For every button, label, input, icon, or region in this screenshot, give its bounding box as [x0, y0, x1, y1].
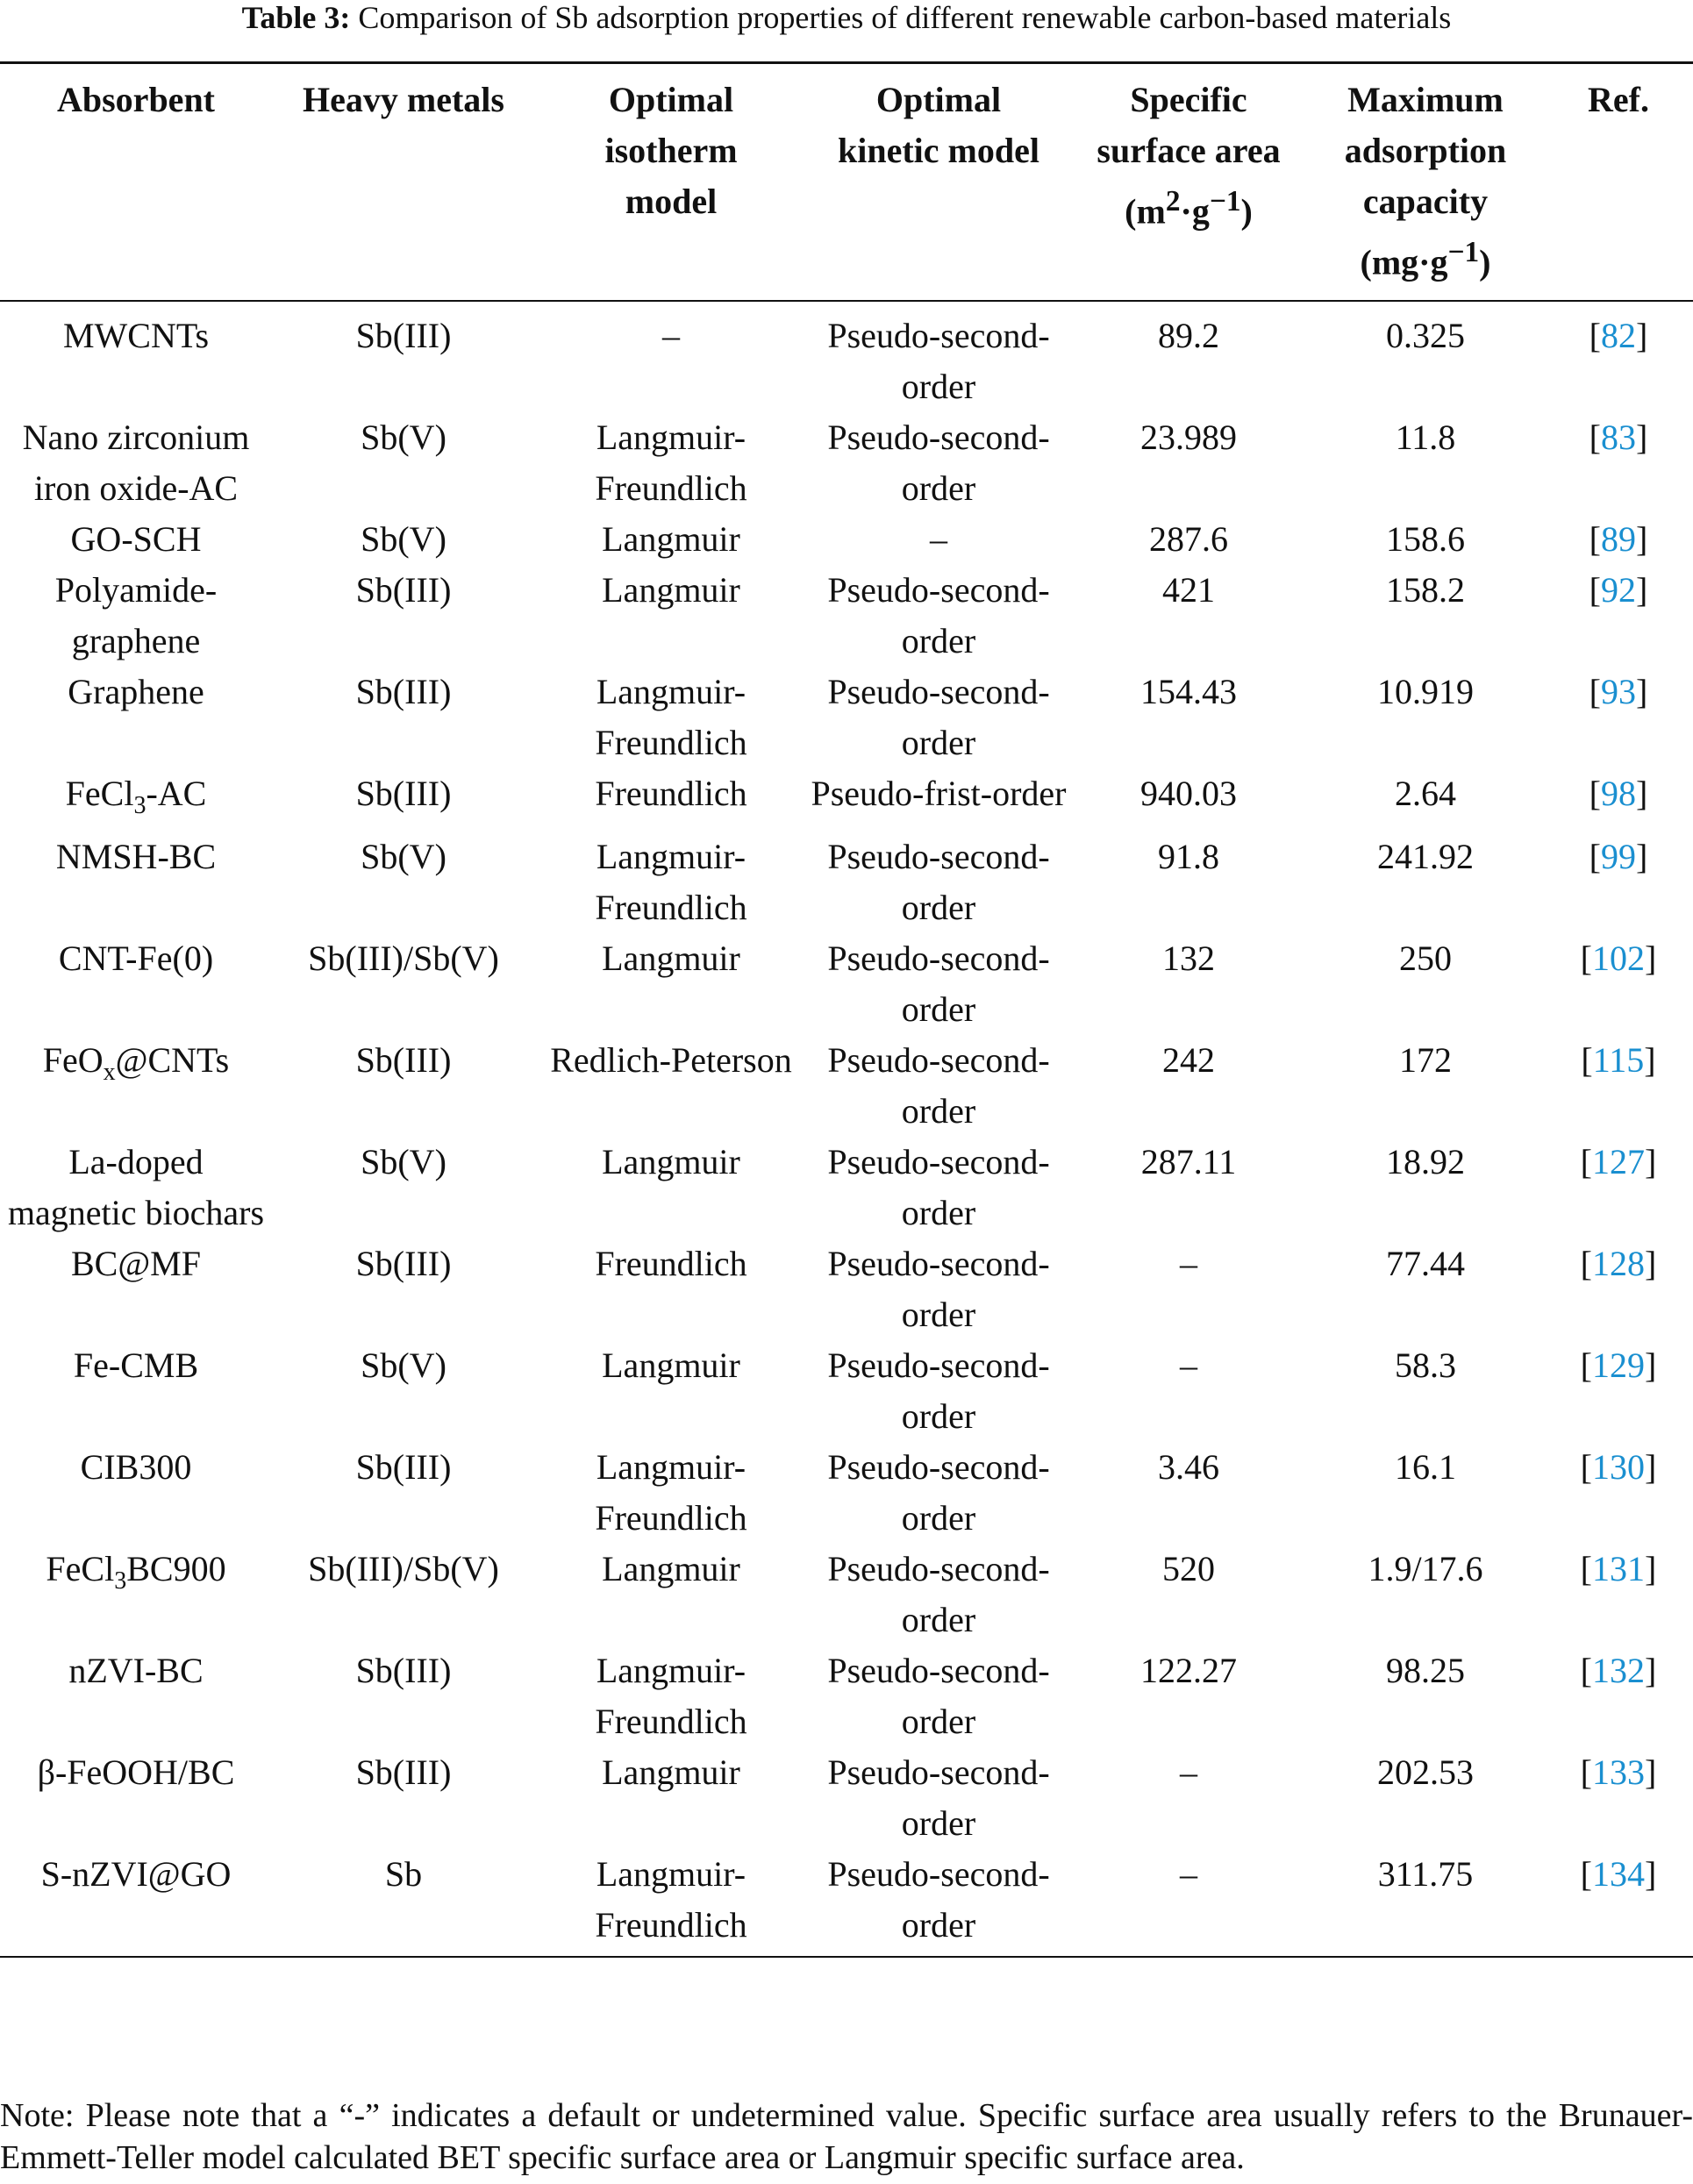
- cell-kinetic-model: Pseudo-second-order: [827, 672, 1050, 763]
- header-max-capacity: Maximum adsorption capacity $(mg\cdot g^{-1})$: [1344, 80, 1507, 282]
- cell-max-capacity: 202.53: [1377, 1752, 1474, 1793]
- cell-max-capacity: 98.25: [1386, 1651, 1465, 1691]
- cell-surface-area: 287.11: [1140, 1142, 1237, 1182]
- cell-isotherm-model: Langmuir: [602, 1752, 740, 1793]
- table-body: [0, 301, 1693, 1957]
- cell-surface-area: 242: [1162, 1040, 1215, 1081]
- table-caption-text: Comparison of Sb adsorption properties of different renewable carbon-based materials: [358, 0, 1452, 35]
- cell-absorbent: BC@MF: [70, 1244, 201, 1284]
- header-heavy-metals: Heavy metals: [303, 80, 504, 119]
- cell-isotherm-model: Langmuir-Freundlich: [595, 1651, 747, 1742]
- cell-kinetic-model: Pseudo-second-order: [827, 1549, 1050, 1640]
- cell-kinetic-model: Pseudo-second-order: [827, 1345, 1050, 1437]
- cell-heavy-metal: Sb(III): [355, 316, 452, 356]
- cell-max-capacity: 0.325: [1386, 316, 1465, 356]
- ref-link[interactable]: 130: [1592, 1447, 1645, 1488]
- cell-surface-area: 421: [1162, 570, 1215, 610]
- cell-absorbent: CNT-Fe(0): [58, 939, 214, 979]
- ref-link[interactable]: 98: [1601, 774, 1636, 814]
- header-kinetic-model: Optimal kinetic model: [838, 80, 1039, 170]
- cell-kinetic-model: Pseudo-second-order: [827, 1752, 1050, 1844]
- cell-max-capacity: 158.6: [1386, 519, 1465, 560]
- cell-kinetic-model: Pseudo-second-order: [827, 418, 1050, 509]
- cell-isotherm-model: Langmuir: [602, 519, 740, 560]
- cell-ref: [83]: [1589, 418, 1648, 458]
- table-row: [0, 1747, 1693, 1849]
- table-row: [0, 933, 1693, 1035]
- cell-max-capacity: 77.44: [1386, 1244, 1465, 1284]
- cell-isotherm-model: Langmuir: [602, 1549, 740, 1589]
- header-surface-area: Specific surface area $(m^2\cdot g^{-1})$: [1097, 80, 1281, 232]
- cell-absorbent: FeO$_x$@CNTs: [42, 1040, 230, 1087]
- cell-kinetic-model: Pseudo-second-order: [827, 1244, 1050, 1335]
- cell-heavy-metal: Sb(III): [355, 672, 452, 712]
- cell-absorbent: FeCl$_3$BC900: [46, 1549, 226, 1595]
- cell-absorbent: NMSH-BC: [55, 837, 217, 877]
- ref-link[interactable]: 128: [1592, 1244, 1645, 1284]
- cell-max-capacity: 1.9/17.6: [1368, 1549, 1483, 1589]
- cell-kinetic-model: Pseudo-second-order: [827, 316, 1050, 407]
- cell-ref: [89]: [1589, 519, 1648, 560]
- cell-surface-area: –: [1180, 1345, 1197, 1386]
- table-row: [0, 514, 1693, 565]
- table-row: [0, 1849, 1693, 1957]
- cell-surface-area: 287.6: [1149, 519, 1228, 560]
- table-row: [0, 412, 1693, 514]
- cell-ref: [132]: [1580, 1651, 1657, 1691]
- cell-max-capacity: 58.3: [1395, 1345, 1456, 1386]
- ref-link[interactable]: 132: [1592, 1651, 1645, 1691]
- cell-isotherm-model: Langmuir-Freundlich: [595, 1854, 747, 1945]
- adsorption-table: [0, 61, 1693, 1958]
- cell-surface-area: 520: [1162, 1549, 1215, 1589]
- cell-surface-area: 23.989: [1140, 418, 1237, 458]
- table-row: [0, 667, 1693, 768]
- cell-isotherm-model: Freundlich: [595, 774, 747, 814]
- header-absorbent: Absorbent: [56, 80, 216, 119]
- table-row: [0, 768, 1693, 831]
- cell-heavy-metal: Sb(III): [355, 1244, 452, 1284]
- cell-max-capacity: 16.1: [1395, 1447, 1456, 1488]
- table-caption: [0, 0, 1693, 35]
- cell-ref: [82]: [1589, 316, 1648, 356]
- cell-kinetic-model: –: [930, 519, 947, 560]
- cell-heavy-metal: Sb(III): [355, 570, 452, 610]
- cell-absorbent: Graphene: [68, 672, 204, 712]
- cell-heavy-metal: Sb(III): [355, 1752, 452, 1793]
- cell-heavy-metal: Sb(III): [355, 1651, 452, 1691]
- cell-isotherm-model: Freundlich: [595, 1244, 747, 1284]
- cell-isotherm-model: Langmuir: [602, 939, 740, 979]
- cell-heavy-metal: Sb: [384, 1854, 423, 1895]
- cell-absorbent: GO-SCH: [70, 519, 202, 560]
- cell-ref: [98]: [1589, 774, 1648, 814]
- table-row: [0, 1137, 1693, 1238]
- cell-heavy-metal: Sb(III): [355, 1447, 452, 1488]
- ref-link[interactable]: 102: [1592, 939, 1645, 979]
- cell-heavy-metal: Sb(III)/Sb(V): [308, 1549, 499, 1589]
- cell-absorbent: CIB300: [80, 1447, 192, 1488]
- cell-surface-area: 89.2: [1158, 316, 1219, 356]
- ref-link[interactable]: 129: [1592, 1345, 1645, 1386]
- cell-ref: [133]: [1580, 1752, 1657, 1793]
- table-row: [0, 565, 1693, 667]
- cell-heavy-metal: Sb(V): [361, 837, 446, 877]
- cell-ref: [128]: [1580, 1244, 1657, 1284]
- cell-heavy-metal: Sb(V): [361, 1345, 446, 1386]
- cell-kinetic-model: Pseudo-second-order: [827, 1854, 1050, 1945]
- cell-max-capacity: 18.92: [1386, 1142, 1465, 1182]
- table-row: [0, 1442, 1693, 1544]
- cell-isotherm-model: Langmuir: [602, 570, 740, 610]
- cell-ref: [115]: [1581, 1040, 1656, 1081]
- ref-link[interactable]: 92: [1601, 570, 1636, 610]
- table-note: Note: Please note that a “-” indicates a default or undetermined value. Specific surface area usually refers to the Brunauer-Emmett-Teller model calculated BET specific surface area or Langmuir specific surface area.: [0, 2097, 1693, 2176]
- cell-ref: [131]: [1580, 1549, 1657, 1589]
- header-isotherm-model: Optimal isotherm model: [604, 80, 738, 221]
- cell-ref: [134]: [1580, 1854, 1657, 1895]
- cell-surface-area: –: [1180, 1854, 1197, 1895]
- cell-isotherm-model: Langmuir: [602, 1142, 740, 1182]
- table-row: [0, 301, 1693, 412]
- cell-kinetic-model: Pseudo-second-order: [827, 837, 1050, 928]
- cell-isotherm-model: Redlich-Peterson: [550, 1040, 792, 1081]
- cell-kinetic-model: Pseudo-second-order: [827, 939, 1050, 1030]
- cell-ref: [129]: [1580, 1345, 1657, 1386]
- cell-ref: [130]: [1580, 1447, 1657, 1488]
- cell-ref: [92]: [1589, 570, 1648, 610]
- cell-absorbent: nZVI-BC: [68, 1651, 204, 1691]
- header-ref: Ref.: [1588, 80, 1649, 119]
- ref-link[interactable]: 127: [1592, 1142, 1645, 1182]
- ref-link[interactable]: 99: [1601, 837, 1636, 877]
- table-row: [0, 1645, 1693, 1747]
- cell-max-capacity: 11.8: [1395, 418, 1456, 458]
- cell-kinetic-model: Pseudo-second-order: [827, 1651, 1050, 1742]
- cell-surface-area: 122.27: [1140, 1651, 1237, 1691]
- cell-isotherm-model: Langmuir: [602, 1345, 740, 1386]
- table-caption-label: Table 3:: [241, 0, 351, 35]
- cell-surface-area: –: [1180, 1244, 1197, 1284]
- cell-kinetic-model: Pseudo-second-order: [827, 570, 1050, 661]
- table-row: [0, 1544, 1693, 1645]
- table-row: [0, 1340, 1693, 1442]
- cell-surface-area: –: [1180, 1752, 1197, 1793]
- ref-link[interactable]: 93: [1601, 672, 1636, 712]
- ref-link[interactable]: 134: [1592, 1854, 1645, 1895]
- cell-ref: [127]: [1580, 1142, 1657, 1182]
- cell-absorbent: Nano zirconium iron oxide-AC: [22, 418, 250, 509]
- cell-heavy-metal: Sb(V): [361, 418, 446, 458]
- table-row: [0, 1035, 1693, 1137]
- cell-surface-area: 132: [1162, 939, 1215, 979]
- cell-kinetic-model: Pseudo-second-order: [827, 1142, 1050, 1233]
- table-row: [0, 831, 1693, 933]
- ref-link[interactable]: 89: [1601, 519, 1636, 560]
- cell-surface-area: 91.8: [1158, 837, 1219, 877]
- cell-heavy-metal: Sb(V): [361, 1142, 446, 1182]
- cell-heavy-metal: Sb(III): [355, 1040, 452, 1081]
- cell-ref: [102]: [1580, 939, 1657, 979]
- cell-max-capacity: 250: [1399, 939, 1452, 979]
- cell-absorbent: La-doped magnetic biochars: [7, 1142, 265, 1233]
- cell-kinetic-model: Pseudo-second-order: [827, 1447, 1050, 1538]
- cell-isotherm-model: Langmuir-Freundlich: [595, 672, 747, 763]
- ref-link[interactable]: 131: [1592, 1549, 1645, 1589]
- ref-link[interactable]: 83: [1601, 418, 1636, 458]
- header-row: [0, 63, 1693, 302]
- cell-absorbent: β-FeOOH/BC: [37, 1752, 235, 1793]
- table-row: [0, 1238, 1693, 1340]
- ref-link[interactable]: 115: [1592, 1040, 1645, 1081]
- cell-absorbent: S-nZVI@GO: [40, 1854, 232, 1895]
- cell-ref: [99]: [1589, 837, 1648, 877]
- cell-max-capacity: 311.75: [1377, 1854, 1474, 1895]
- ref-link[interactable]: 133: [1592, 1752, 1645, 1793]
- cell-heavy-metal: Sb(III)/Sb(V): [308, 939, 499, 979]
- cell-isotherm-model: Langmuir-Freundlich: [595, 1447, 747, 1538]
- cell-kinetic-model: Pseudo-second-order: [827, 1040, 1050, 1131]
- cell-ref: [93]: [1589, 672, 1648, 712]
- cell-absorbent: Polyamide-graphene: [54, 570, 218, 661]
- cell-surface-area: 940.03: [1140, 774, 1237, 814]
- cell-max-capacity: 172: [1399, 1040, 1452, 1081]
- cell-isotherm-model: –: [662, 316, 680, 356]
- cell-absorbent: MWCNTs: [62, 316, 210, 356]
- cell-heavy-metal: Sb(V): [361, 519, 446, 560]
- cell-max-capacity: 2.64: [1395, 774, 1456, 814]
- cell-kinetic-model: Pseudo-frist-order: [811, 774, 1067, 814]
- cell-absorbent: Fe-CMB: [73, 1345, 199, 1386]
- cell-heavy-metal: Sb(III): [355, 774, 452, 814]
- ref-link[interactable]: 82: [1601, 316, 1636, 356]
- cell-max-capacity: 241.92: [1377, 837, 1474, 877]
- cell-max-capacity: 158.2: [1386, 570, 1465, 610]
- cell-isotherm-model: Langmuir-Freundlich: [595, 837, 747, 928]
- cell-surface-area: 154.43: [1140, 672, 1237, 712]
- cell-absorbent: FeCl$_3$-AC: [65, 774, 207, 820]
- cell-isotherm-model: Langmuir-Freundlich: [595, 418, 747, 509]
- cell-surface-area: 3.46: [1158, 1447, 1219, 1488]
- cell-max-capacity: 10.919: [1377, 672, 1474, 712]
